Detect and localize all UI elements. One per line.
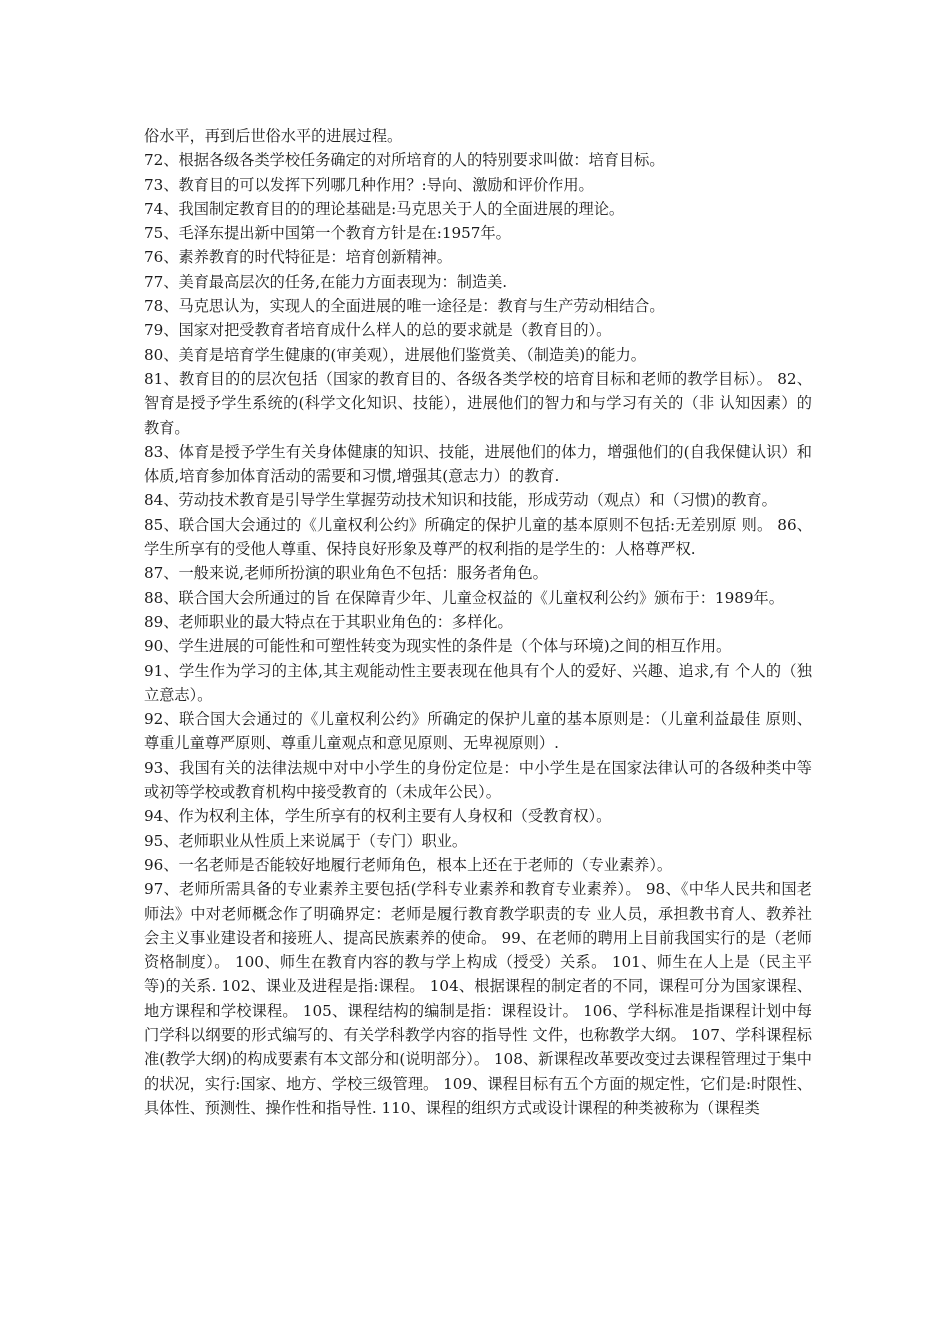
- paragraph: 92、联合国大会通过的《儿童权利公约》所确定的保护儿童的基本原则是：（儿童利益最佳 原则、尊重儿童尊严原则、尊重儿童观点和意见原则、无卑视原则）.: [144, 710, 812, 753]
- paragraph: 94、作为权利主体，学生所享有的权利主要有人身权和（受教育权）。: [144, 807, 612, 826]
- paragraph: 95、老师职业从性质上来说属于（专门）职业。: [144, 831, 468, 850]
- paragraph: 93、我国有关的法律法规中对中小学生的身份定位是：中小学生是在国家法律认可的各级种类中等或初等学校或教育机构中接受教育的（未成年公民）。: [144, 758, 812, 802]
- paragraph: 90、学生进展的可能性和可塑性转变为现实性的条件是（个体与环境)之间的相互作用。: [144, 637, 732, 656]
- paragraph: 89、老师职业的最大特点在于其职业角色的：多样化。: [144, 612, 513, 631]
- paragraph: 81、教育目的的层次包括（国家的教育目的、各级各类学校的培育目标和老师的教学目标）。 82、智育是授予学生系统的(科学文化知识、技能），进展他们的智力和与学习有关的（非 认知因素）的教育。: [144, 369, 812, 437]
- paragraph: 85、联合国大会通过的《儿童权利公约》所确定的保护儿童的基本原则不包括:无差别原 则。 86、学生所享有的受他人尊重、保持良好形象及尊严的权利指的是学生的：人格尊严权.: [144, 515, 812, 559]
- paragraph: 80、美育是培育学生健康的(审美观），进展他们鉴赏美、（制造美)的能力。: [144, 345, 646, 364]
- paragraph: 87、一般来说,老师所扮演的职业角色不包括：服务者角色。: [144, 564, 548, 583]
- paragraph: 77、美育最高层次的任务,在能力方面表现为：制造美.: [144, 272, 508, 291]
- paragraph: 96、一名老师是否能较好地履行老师角色，根本上还在于老师的（专业素养）。: [144, 855, 673, 874]
- paragraph: 88、联合国大会所通过的旨 在保障青少年、儿童佥权益的《儿童权利公约》颁布于：1989年。: [144, 588, 784, 607]
- paragraph: 84、劳动技术教育是引导学生掌握劳动技术知识和技能，形成劳动（观点）和（习惯)的教育。: [144, 491, 777, 510]
- paragraph: 83、体育是授予学生有关身体健康的知识、技能，进展他们的体力，增强他们的(自我保健认识）和体质,培育参加体育活动的需要和习惯,增强其(意志力）的教育.: [144, 442, 812, 486]
- paragraph: 79、国家对把受教育者培育成什么样人的总的要求就是（教育目的）。: [144, 321, 612, 340]
- paragraph: 74、我国制定教育目的的理论基础是:马克思关于人的全面进展的理论。: [144, 199, 625, 218]
- paragraph: 78、马克思认为，实现人的全面进展的唯一途径是：教育与生产劳动相结合。: [144, 297, 665, 316]
- paragraph: 76、素养教育的时代特征是：培育创新精神。: [144, 248, 452, 267]
- paragraph: 俗水平，再到后世俗水平的进展过程。: [144, 127, 403, 145]
- paragraph: 97、老师所需具备的专业素养主要包括(学科专业素养和教育专业素养）。 98、《中华人民共和国老师法》中对老师概念作了明确界定：老师是履行教育教学职责的专 业人员，承担教书育人、教养社会主义事业建设者和接班人、提高民族素养的使命。 99、在老师的聘用上目前我国实行的是（老师资格制度）。 100、师生在教育内容的教与学上构成（授受）关系。 101、师生在人上是（民主平等)的关系. 102、课业及进程是指:课程。 104、根据课程的制定者的不同，课程可分为国家课程、地方课程和学校课程。 105、课程结构的编制是指：课程设计。 106、学科标准是指课程计划中每门学科以纲要的形式编写的、有关学科教学内容的指导性 文件，也称教学大纲。 107、学科课程标准(教学大纲)的构成要素有本文部分和(说明部分）。 108、新课程改革要改变过去课程管理过于集中的状况，实行:国家、地方、学校三级管理。 109、课程目标有五个方面的规定性，它们是:时限性、具体性、预测性、操作性和指导性. 110、课程的组织方式或设计课程的种类被称为（课程类: [144, 880, 812, 1117]
- paragraph: 72、根据各级各类学校任务确定的对所培育的人的特别要求叫做：培育目标。: [144, 151, 665, 170]
- document-body: [144, 124, 812, 1120]
- paragraph: 73、教育目的可以发挥下列哪几种作用？:导向、激励和评价作用。: [144, 175, 594, 194]
- paragraph: 91、学生作为学习的主体,其主观能动性主要表现在他具有个人的爱好、兴趣、追求,有 个人的（独立意志）。: [144, 661, 812, 704]
- paragraph: 75、毛泽东提出新中国第一个教育方针是在:1957年。: [144, 224, 511, 243]
